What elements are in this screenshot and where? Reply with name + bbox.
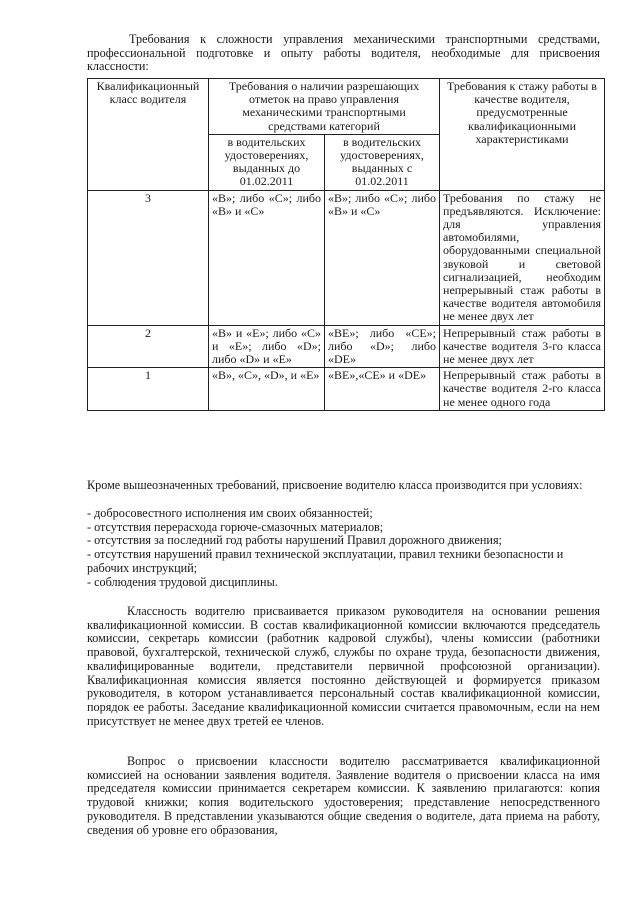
header-marks-before-cell: в водительских удостоверениях, выданных до 01.02.2011 bbox=[209, 134, 325, 190]
table-row bbox=[88, 368, 605, 411]
class-cell: 2 bbox=[88, 325, 209, 368]
class-cell: 3 bbox=[88, 190, 209, 325]
application-text: Вопрос о присвоении классности водителю рассматривается квалификационной комиссией на основании заявления водителя. Заявление водителя о присвоении класса на имя председателя комиссии принимается секретарем комиссии. К заявлению прилагаются: копия трудовой книжки; копия водительского удостоверения; представление непосредственного руководителя. В представлении указываются общие сведения о водителе, дата приема на работу, сведения об уровне его образования, bbox=[87, 754, 600, 837]
list-item: - отсутствия нарушений правил технической эксплуатации, правил техники безопасности и рабочих инструкций; bbox=[87, 547, 564, 575]
marks-before-cell: «В» и «Е»; либо «С» и «Е»; либо «D»; либо «D» и «Е» bbox=[209, 325, 325, 368]
intro-paragraph bbox=[87, 33, 600, 74]
list-item: - отсутствия перерасхода горюче-смазочных материалов; bbox=[87, 519, 384, 534]
marks-after-cell: «ВЕ»; либо «СЕ»; либо «D»; либо «DE» bbox=[325, 325, 440, 368]
requirements-table bbox=[87, 78, 605, 411]
list-item: - отсутствия за последний год работы нарушений Правил дорожного движения; bbox=[87, 533, 502, 548]
list-item: - добросовестного исполнения им своих обязанностей; bbox=[87, 506, 373, 520]
experience-cell: Непрерывный стаж работы в качестве водителя 3-го класса не менее двух лет bbox=[440, 325, 605, 368]
header-class-cell: Квалификационный класс водителя bbox=[88, 79, 209, 191]
experience-cell: Требования по стажу не предъявляются. Исключение: для управления автомобилями, оборудованными специальной звуковой и световой сигнализацией, необходим непрерывный стаж работы в качестве водителя автомобиля не менее двух лет bbox=[440, 190, 605, 325]
experience-cell: Непрерывный стаж работы в качестве водителя 2-го класса не менее одного года bbox=[440, 368, 605, 411]
commission-text: Классность водителю присваивается приказом руководителя на основании решения квалификационной комиссии. В состав квалификационной комиссии включаются председатель комиссии, секретарь комиссии (работник кадровой службы), члены комиссии (работники правовой, бухгалтерской, технической служб, службы по охране труда, безопасности движения, квалифицированные водители, представители первичной профсоюзной организации). Квалификационная комиссия является постоянно действующей и формируется приказом руководителя, в котором устанавливается персональный состав квалификационной комиссии, порядок ее работы. Заседание квалификационной комиссии считается правомочным, если на нем присутствует не менее двух третей ее членов. bbox=[87, 604, 600, 728]
marks-after-cell: «ВЕ»,«СЕ» и «DE» bbox=[325, 368, 440, 411]
marks-before-cell: «В», «С», «D», и «Е» bbox=[209, 368, 325, 411]
header-marks-cell: Требования о наличии разрешающих отметок на право управления механическими транспортными средствами категорий bbox=[209, 79, 440, 135]
table-header-row bbox=[88, 79, 605, 135]
table-row bbox=[88, 190, 605, 325]
commission-paragraph bbox=[87, 605, 600, 728]
table-row bbox=[88, 325, 605, 368]
application-paragraph bbox=[87, 755, 600, 837]
conditions-intro-paragraph: Кроме вышеозначенных требований, присвоение водителю класса производится при условиях: bbox=[87, 478, 583, 492]
header-marks-after-cell: в водительских удостоверениях, выданных с 01.02.2011 bbox=[325, 134, 440, 190]
header-experience-cell: Требования к стажу работы в качестве водителя, предусмотренные квалификационными характеристиками bbox=[440, 79, 605, 191]
intro-text: Требования к сложности управления механическими транспортными средствами, профессиональной подготовке и опыту работы водителя, необходимые для присвоения классности: bbox=[87, 32, 600, 74]
class-cell: 1 bbox=[88, 368, 209, 411]
conditions-list bbox=[87, 507, 600, 589]
marks-before-cell: «В»; либо «С»; либо «В» и «С» bbox=[209, 190, 325, 325]
marks-after-cell: «В»; либо «С»; либо «В» и «С» bbox=[325, 190, 440, 325]
list-item: - соблюдения трудовой дисциплины. bbox=[87, 574, 278, 589]
